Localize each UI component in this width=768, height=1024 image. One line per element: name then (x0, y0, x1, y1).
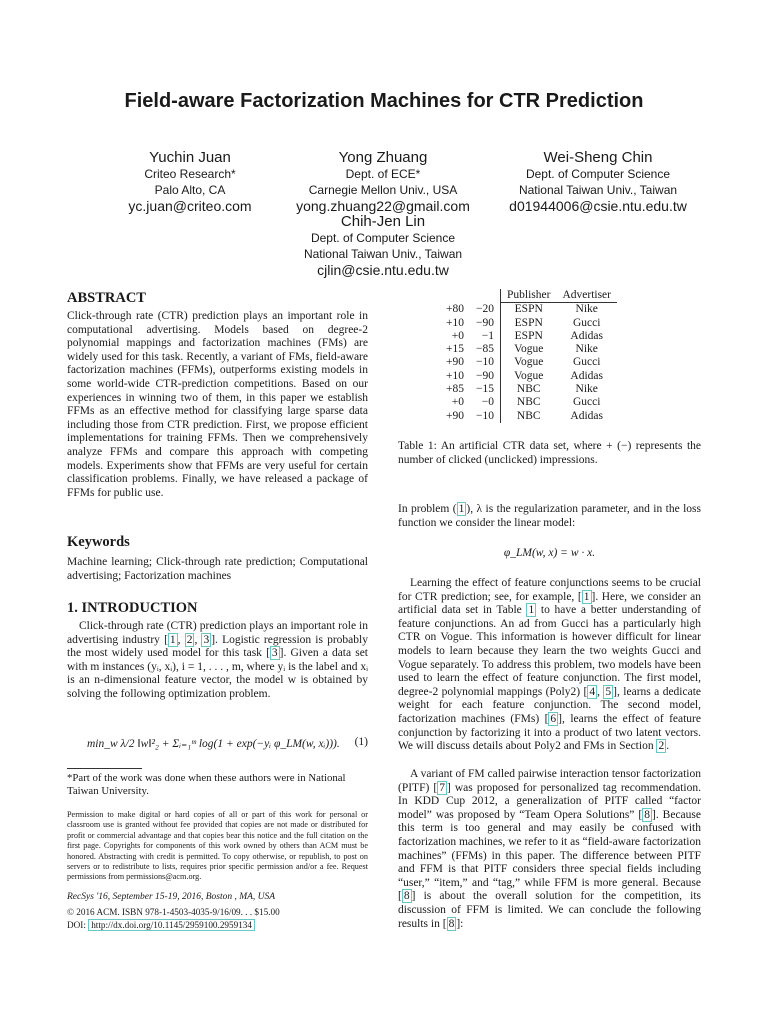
author-block-1 (100, 150, 280, 214)
citation-link[interactable]: 3 (271, 647, 278, 660)
citation-link[interactable]: 8 (644, 808, 650, 821)
author-block-4 (283, 214, 483, 278)
author-name: Chih-Jen Lin (340, 213, 426, 230)
author-location: National Taiwan Univ., Taiwan (518, 183, 678, 197)
author-block-3 (488, 150, 708, 214)
intro-paragraph: Click-through rate (CTR) prediction plays an important role in advertising industry [ 1 , 2 , 3 ]. Logistic regression is probably the most widely used model for this task [ 3 ]. Given a data set with m instances (yᵢ, xᵢ), i = 1, . . . , m, where yᵢ is the label and xᵢ is an n-dimensional feature vector, the model w is obtained by solving the following optimization problem. (67, 620, 368, 700)
table-header-cell (470, 289, 501, 303)
keywords-text: Machine learning; Click-through rate prediction; Computational advertising; Factorization machines (67, 556, 368, 582)
doi-line: DOI: http://dx.doi.org/10.1145/2959100.2959134 (67, 920, 368, 930)
equation-linear-model: φ_LM(w, x) = w · x. (503, 547, 596, 559)
table-header-cell (440, 289, 470, 303)
author-affiliation: Dept. of ECE* (345, 167, 421, 181)
doi-link[interactable]: http://dx.doi.org/10.1145/2959100.2959134 (88, 919, 255, 931)
table-row: +10 −90 Vogue Adidas (446, 369, 604, 382)
author-name: Wei-Sheng Chin (543, 149, 653, 166)
citation-link[interactable]: 1 (583, 590, 590, 603)
equation-body: min_w λ/2 ‖w‖²₂ + Σᵢ₌₁ᵐ log(1 + exp(−yᵢ φ_LM(w, xᵢ))). (87, 738, 340, 750)
author-affiliation: Criteo Research* (144, 167, 236, 181)
table-row: +90 −10 NBC Adidas (446, 409, 604, 422)
author-email: d01944006@csie.ntu.edu.tw (509, 198, 687, 214)
author-location: Carnegie Mellon Univ., USA (308, 183, 458, 197)
copyright-line: © 2016 ACM. ISBN 978-1-4503-4035-9/16/09. . . $15.00 (67, 907, 280, 917)
equation-number: (1) (354, 736, 368, 748)
author-name: Yong Zhuang (338, 149, 428, 166)
author-location: National Taiwan Univ., Taiwan (303, 247, 463, 261)
citation-link[interactable]: 5 (605, 685, 612, 698)
table-row: +15 −85 Vogue Nike (446, 343, 598, 356)
author-email: yong.zhuang22@gmail.com (296, 198, 470, 214)
table-row: +10 −90 ESPN Gucci (446, 316, 601, 329)
footnote-divider (67, 768, 142, 769)
table-1-caption: Table 1: An artificial CTR data set, where + (−) represents the number of clicked (unclicked) impressions. (398, 440, 701, 466)
citation-link[interactable]: 4 (589, 685, 596, 698)
abstract-text: Click-through rate (CTR) prediction plays an important role in computational advertising. Models based on degree-2 polynomial mappings and factorization machines (FMs) are widely used for this task. Recently, a variant of FMs, field-aware factorization machines (FFMs), outperforms existing models in some world-wide CTR-prediction competitions. Based on our experiences in winning two of them, in this paper we establish FFMs as an effective method for classifying large sparse data including those from CTR prediction. First, we propose efficient implementations for training FFMs. Then we comprehensively analyze FFMs and compare this approach with competing models. Experiments show that FFMs are very useful for certain classification problems. Finally, we have released a package of FFMs for public use. (67, 310, 368, 499)
table-row: +90 −10 Vogue Gucci (446, 356, 601, 369)
table-header-cell: Advertiser (556, 289, 617, 303)
table-row: +85 −15 NBC Nike (446, 383, 598, 396)
citation-link[interactable]: 6 (550, 712, 557, 725)
equation-ref-link[interactable]: 1 (458, 503, 465, 515)
intro-heading: 1. INTRODUCTION (67, 600, 198, 616)
table-ref-link[interactable]: 1 (528, 604, 535, 617)
author-location: Palo Alto, CA (154, 183, 226, 197)
venue-line: RecSys '16, September 15-19, 2016, Boston , MA, USA (67, 892, 276, 902)
section-ref-link[interactable]: 2 (658, 740, 665, 753)
author-affiliation: Dept. of Computer Science (525, 167, 671, 181)
table-1 (440, 289, 617, 423)
citation-link[interactable]: 8 (448, 917, 455, 930)
permission-notice: Permission to make digital or hard copies of all or part of this work for personal or classroom use is granted without fee provided that copies are not made or distributed for profit or commercial advantage and that copies bear this notice and the full citation on the first page. Copyrights for components of this work owned by others than ACM must be honored. Abstracting with credit is permitted. To copy otherwise, or republish, to post on servers or to redistribute to lists, requires prior specific permission and/or a fee. Request permissions from permissions@acm.org. (67, 810, 368, 882)
author-affiliation: Dept. of Computer Science (310, 231, 456, 245)
keywords-heading: Keywords (67, 534, 130, 550)
pitf-paragraph: A variant of FM called pairwise interaction tensor factorization (PITF) [ 7 ] was proposed for personalized tag recommendation. In KDD Cup 2012, a generalization of PITF called “factor model” was proposed by “Team Opera Solutions” [ 8 ]. Because this term is too general and may easily be confused with factorization machines, we refer to it as “field-aware factorization machines” (FFMs) in this paper. The difference between PITF and FFM is that PITF considers three special fields including “user,” “item,” and “tag,” while FFM is more general. Because [ 8 ] is about the overall solution for the competition, its discussion of FFM is limited. We can conclude the following results in [ 8 ]: (398, 768, 701, 930)
table-row: +0 −1 ESPN Adidas (451, 329, 604, 342)
table-header-row (440, 289, 617, 303)
citation-link[interactable]: 8 (403, 890, 410, 903)
citation-link[interactable]: 1 (169, 633, 176, 646)
linear-model-paragraph: In problem ( 1 ), λ is the regularization parameter, and in the loss function we consider the linear model: (398, 503, 702, 529)
conjunction-paragraph: Learning the effect of feature conjunctions seems to be crucial for CTR prediction; see, for example, [ 1 ]. Here, we consider an artificial data set in Table 1 to have a better understanding of feature conjunctions. An ad from Gucci has a particularly high CTR on Vogue. This information is however difficult for linear models to learn because they learn the two weights Gucci and Vogue separately. To address this problem, two models have been used to learn the effect of feature conjunction. The first model, degree-2 polynomial mappings (Poly2) [ 4 , 5 ], learns a dedicate weight for each feature conjunction. The second model, factorization machines (FMs) [ 6 ], learns the effect of feature conjunction by factorizing it into a product of two latent vectors. We will discuss details about Poly2 and FMs in Section 2 . (398, 577, 702, 753)
author-email: yc.juan@criteo.com (128, 198, 252, 214)
author-block-2 (288, 150, 478, 214)
author-name: Yuchin Juan (149, 149, 231, 166)
paper-title: Field-aware Factorization Machines for CTR Prediction (124, 90, 644, 112)
author-email: cjlin@csie.ntu.edu.tw (317, 262, 449, 278)
table-row: +80 −20 ESPN Nike (446, 303, 598, 316)
table-row: +0 −0 NBC Gucci (451, 396, 601, 409)
citation-link[interactable]: 7 (439, 781, 445, 794)
equation-1 (67, 736, 368, 752)
footnote: *Part of the work was done when these authors were in National Taiwan University. (67, 772, 346, 797)
abstract-heading: ABSTRACT (67, 290, 146, 306)
citation-link[interactable]: 2 (186, 633, 193, 646)
citation-link[interactable]: 3 (203, 633, 210, 646)
table-header-cell: Publisher (501, 289, 557, 303)
